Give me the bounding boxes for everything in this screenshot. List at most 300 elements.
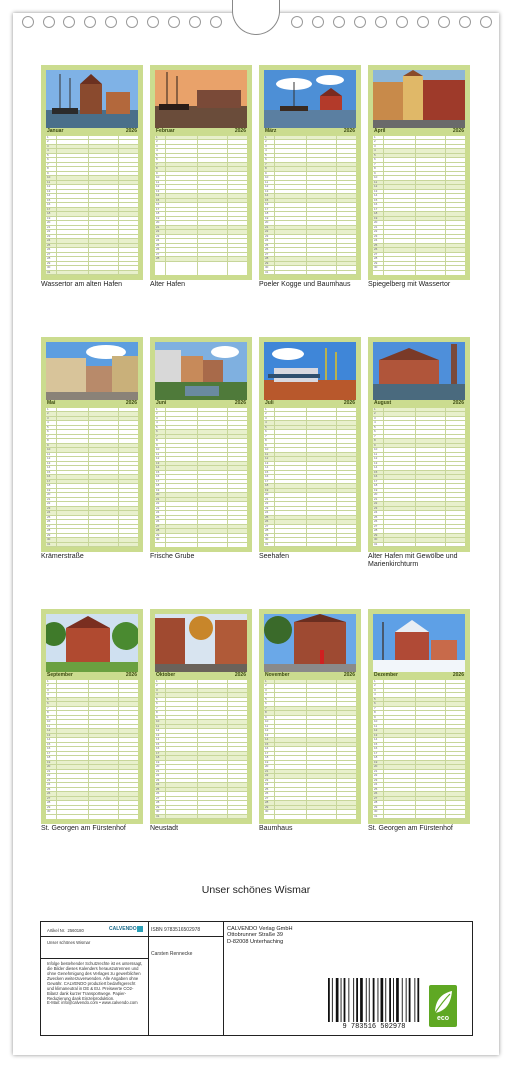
day-number: 2 <box>265 139 267 144</box>
day-number: 4 <box>265 148 267 153</box>
day-number: 21 <box>265 224 269 229</box>
day-number: 20 <box>47 764 51 769</box>
grid-column-line <box>274 680 275 819</box>
day-number: 22 <box>47 501 51 506</box>
publisher-city: D-82008 Unterhaching <box>227 938 284 945</box>
month-name: Februar <box>156 128 175 134</box>
day-number: 20 <box>265 764 269 769</box>
day-number: 4 <box>374 148 376 153</box>
day-number: 29 <box>374 260 378 265</box>
day-number: 11 <box>265 723 269 728</box>
day-number: 27 <box>265 795 269 800</box>
day-number: 17 <box>374 750 378 755</box>
month-name: August <box>374 400 392 406</box>
day-number: 2 <box>265 411 267 416</box>
day-number: 5 <box>265 424 267 429</box>
day-number: 26 <box>47 519 51 524</box>
day-number: 28 <box>374 800 378 805</box>
day-number: 25 <box>47 242 51 247</box>
day-number: 2 <box>47 139 49 144</box>
day-number: 10 <box>374 447 378 452</box>
day-number: 1 <box>265 135 267 139</box>
day-number: 5 <box>47 152 49 157</box>
day-number: 22 <box>265 773 269 778</box>
month-year: 2026 <box>125 128 137 134</box>
day-number: 19 <box>374 759 378 764</box>
day-number: 27 <box>47 523 51 528</box>
day-number: 23 <box>47 233 51 238</box>
day-number: 10 <box>374 175 378 180</box>
day-number: 25 <box>156 514 160 519</box>
month-year: 2026 <box>125 672 137 678</box>
binding-hole <box>333 16 345 28</box>
day-number: 24 <box>265 782 269 787</box>
day-number: 19 <box>47 487 51 492</box>
day-number: 19 <box>156 487 160 492</box>
day-number: 3 <box>47 143 49 148</box>
day-number: 24 <box>374 510 378 515</box>
month-photo <box>46 342 138 400</box>
day-number: 29 <box>156 532 160 537</box>
day-grid <box>155 680 247 819</box>
binding-hole <box>396 16 408 28</box>
day-number: 27 <box>265 523 269 528</box>
grid-column-line <box>274 136 275 275</box>
month-photo <box>373 70 465 128</box>
day-number: 28 <box>265 800 269 805</box>
day-number: 30 <box>374 809 378 814</box>
day-number: 27 <box>374 251 378 256</box>
day-number: 15 <box>156 469 160 474</box>
day-number: 19 <box>47 215 51 220</box>
grid-column-line <box>88 136 89 275</box>
day-number: 19 <box>374 215 378 220</box>
day-number: 18 <box>47 483 51 488</box>
binding-hole <box>480 16 492 28</box>
day-number: 30 <box>265 809 269 814</box>
day-number: 14 <box>265 193 269 198</box>
day-number: 25 <box>156 242 160 247</box>
day-number: 7 <box>47 433 49 438</box>
day-number: 14 <box>47 465 51 470</box>
grid-column-line <box>445 680 446 819</box>
month-photo <box>264 70 356 128</box>
day-number: 28 <box>374 528 378 533</box>
month-year: 2026 <box>234 400 246 406</box>
day-number: 27 <box>156 795 160 800</box>
day-number: 18 <box>265 755 269 760</box>
day-number: 18 <box>156 755 160 760</box>
binding-hole <box>417 16 429 28</box>
day-number: 1 <box>47 679 49 683</box>
day-number: 15 <box>265 741 269 746</box>
day-number: 6 <box>156 429 158 434</box>
day-number: 5 <box>156 424 158 429</box>
grid-column-line <box>165 680 166 819</box>
day-number: 7 <box>265 433 267 438</box>
grid-column-line <box>383 680 384 819</box>
day-number: 17 <box>47 750 51 755</box>
day-number: 17 <box>374 206 378 211</box>
month-year: 2026 <box>234 672 246 678</box>
day-number: 13 <box>47 460 51 465</box>
day-number: 20 <box>156 764 160 769</box>
day-number: 16 <box>265 474 269 479</box>
day-number: 18 <box>374 483 378 488</box>
day-number: 28 <box>47 800 51 805</box>
day-number: 3 <box>265 687 267 692</box>
grid-column-line <box>415 136 416 275</box>
day-number: 5 <box>374 152 376 157</box>
day-number: 29 <box>265 532 269 537</box>
month-page-9 <box>41 609 143 824</box>
month-page-2 <box>150 65 252 280</box>
day-number: 26 <box>47 247 51 252</box>
day-number: 25 <box>156 786 160 791</box>
month-year: 2026 <box>343 128 355 134</box>
day-number: 17 <box>265 478 269 483</box>
day-number: 4 <box>47 148 49 153</box>
day-number: 2 <box>47 683 49 688</box>
day-number: 12 <box>265 184 269 189</box>
month-photo <box>46 614 138 672</box>
day-number: 6 <box>265 157 267 162</box>
day-number: 22 <box>265 501 269 506</box>
day-number: 20 <box>374 764 378 769</box>
day-number: 19 <box>265 215 269 220</box>
month-photo <box>46 70 138 128</box>
month-page-7 <box>259 337 361 552</box>
isbn: ISBN 9783516502978 <box>151 927 201 933</box>
day-number: 10 <box>47 447 51 452</box>
day-number: 11 <box>374 723 378 728</box>
month-page-6 <box>150 337 252 552</box>
day-number: 4 <box>156 420 158 425</box>
day-number: 6 <box>374 429 376 434</box>
month-caption: Alter Hafen mit Gewölbe und Marienkirchturm <box>368 553 458 568</box>
day-number: 15 <box>265 469 269 474</box>
day-number: 27 <box>156 251 160 256</box>
day-number: 3 <box>47 415 49 420</box>
article-number: Artikel Nr. 2560180 <box>47 928 84 933</box>
day-number: 18 <box>47 211 51 216</box>
day-number: 10 <box>47 719 51 724</box>
day-number: 13 <box>47 732 51 737</box>
grid-column-line <box>56 680 57 819</box>
day-number: 8 <box>265 710 267 715</box>
month-page-1 <box>41 65 143 280</box>
day-number: 7 <box>47 161 49 166</box>
month-page-10 <box>150 609 252 824</box>
day-number: 9 <box>374 170 376 175</box>
day-number: 1 <box>374 407 376 411</box>
day-number: 13 <box>374 188 378 193</box>
day-number: 22 <box>374 773 378 778</box>
day-number: 7 <box>374 161 376 166</box>
day-number: 24 <box>156 510 160 515</box>
day-number: 4 <box>47 420 49 425</box>
month-photo <box>155 614 247 672</box>
day-number: 6 <box>47 157 49 162</box>
day-number: 17 <box>47 206 51 211</box>
publisher-street: Ottobrunner Straße 39 <box>227 932 283 939</box>
day-grid <box>46 680 138 819</box>
day-number: 15 <box>374 469 378 474</box>
day-number: 3 <box>156 415 158 420</box>
binding-hole <box>459 16 471 28</box>
day-number: 19 <box>374 487 378 492</box>
day-number: 17 <box>156 478 160 483</box>
binding-hole <box>291 16 303 28</box>
day-number: 5 <box>156 696 158 701</box>
day-number: 8 <box>265 438 267 443</box>
disclaimer-text: Infolge bestehender Schutzrechte ist es unterssagt, die Bilder dieses Kalenders herauszutrennen und ohne Genehmigung des Verlages zu gewerblichen Zwecken weiterzuverwenden. Alle Angaben ohne Gewähr. CALVENDO produziert bedarfsgerecht und klimaneutral in DE & EU. Preiswerte CO2-Bilanz dank kurzer Transportwege. Papier-Reduzierung dank Einzelproduktion. <box>47 961 143 1001</box>
day-number: 25 <box>374 242 378 247</box>
day-number: 22 <box>374 229 378 234</box>
day-row <box>46 810 138 814</box>
day-number: 9 <box>265 170 267 175</box>
day-number: 16 <box>47 746 51 751</box>
day-number: 30 <box>374 265 378 270</box>
day-number: 28 <box>156 800 160 805</box>
day-number: 17 <box>265 750 269 755</box>
day-number: 19 <box>47 759 51 764</box>
day-number: 17 <box>156 206 160 211</box>
day-number: 15 <box>156 741 160 746</box>
day-number: 12 <box>47 456 51 461</box>
month-header <box>46 128 138 135</box>
day-number: 15 <box>47 741 51 746</box>
day-number: 31 <box>47 541 51 546</box>
binding-hole <box>105 16 117 28</box>
day-number: 6 <box>47 429 49 434</box>
day-number: 17 <box>265 206 269 211</box>
day-number: 6 <box>374 157 376 162</box>
day-number: 16 <box>47 202 51 207</box>
day-number: 11 <box>47 451 51 456</box>
day-number: 28 <box>47 256 51 261</box>
day-number: 25 <box>265 242 269 247</box>
day-number: 5 <box>265 152 267 157</box>
day-row <box>264 810 356 814</box>
day-number: 29 <box>374 804 378 809</box>
imprint-box <box>40 921 473 1036</box>
day-number: 23 <box>265 505 269 510</box>
day-number: 15 <box>47 469 51 474</box>
day-number: 23 <box>156 505 160 510</box>
author: Carsten Rennecke <box>151 951 193 957</box>
day-number: 1 <box>47 135 49 139</box>
day-number: 26 <box>265 519 269 524</box>
day-number: 8 <box>374 710 376 715</box>
grid-column-line <box>88 408 89 547</box>
grid-column-line <box>197 680 198 819</box>
month-header <box>373 400 465 407</box>
day-number: 22 <box>156 229 160 234</box>
day-number: 14 <box>47 737 51 742</box>
day-number: 10 <box>47 175 51 180</box>
day-number: 22 <box>47 229 51 234</box>
day-number: 9 <box>156 714 158 719</box>
day-number: 9 <box>47 170 49 175</box>
month-year: 2026 <box>343 400 355 406</box>
grid-column-line <box>227 408 228 547</box>
month-name: April <box>374 128 386 134</box>
binding-hole <box>126 16 138 28</box>
day-number: 22 <box>374 501 378 506</box>
day-number: 20 <box>156 492 160 497</box>
contact-text: E-Mail: info@calvendo.com • www.calvendo.com <box>47 1000 138 1005</box>
month-name: Oktober <box>156 672 176 678</box>
month-page-12 <box>368 609 470 824</box>
grid-column-line <box>56 408 57 547</box>
month-header <box>46 672 138 679</box>
day-number: 29 <box>156 804 160 809</box>
day-number: 23 <box>156 777 160 782</box>
grid-column-line <box>415 408 416 547</box>
day-number: 21 <box>265 496 269 501</box>
day-number: 21 <box>374 224 378 229</box>
day-number: 23 <box>374 777 378 782</box>
day-number: 17 <box>47 478 51 483</box>
month-caption: Seehafen <box>259 553 289 560</box>
day-number: 7 <box>156 161 158 166</box>
month-caption: Krämerstraße <box>41 553 84 560</box>
month-name: Dezember <box>374 672 398 678</box>
day-number: 20 <box>265 220 269 225</box>
day-number: 12 <box>47 728 51 733</box>
publisher-address <box>227 926 293 945</box>
day-number: 19 <box>156 759 160 764</box>
month-header <box>46 400 138 407</box>
day-number: 1 <box>374 679 376 683</box>
month-caption: Wassertor am alten Hafen <box>41 281 123 288</box>
day-number: 23 <box>47 505 51 510</box>
day-number: 3 <box>265 143 267 148</box>
day-number: 24 <box>374 782 378 787</box>
binding-hole <box>210 16 222 28</box>
day-number: 3 <box>156 687 158 692</box>
day-grid <box>46 408 138 547</box>
day-number: 25 <box>374 514 378 519</box>
day-number: 20 <box>47 492 51 497</box>
day-number: 8 <box>47 710 49 715</box>
day-grid <box>264 680 356 819</box>
day-number: 4 <box>374 420 376 425</box>
day-number: 16 <box>156 746 160 751</box>
day-number: 25 <box>265 514 269 519</box>
month-header <box>264 672 356 679</box>
month-caption: Alter Hafen <box>150 281 186 288</box>
grid-column-line <box>336 680 337 819</box>
grid-column-line <box>165 408 166 547</box>
day-number: 11 <box>156 179 160 184</box>
day-number: 29 <box>47 532 51 537</box>
day-number: 14 <box>374 465 378 470</box>
day-number: 22 <box>47 773 51 778</box>
grid-column-line <box>197 408 198 547</box>
grid-column-line <box>118 680 119 819</box>
day-number: 30 <box>374 537 378 542</box>
day-number: 24 <box>265 510 269 515</box>
month-header <box>373 672 465 679</box>
month-year: 2026 <box>234 128 246 134</box>
month-page-8 <box>368 337 470 552</box>
day-number: 5 <box>47 424 49 429</box>
day-number: 12 <box>374 728 378 733</box>
day-number: 26 <box>156 247 160 252</box>
day-grid <box>373 680 465 819</box>
day-number: 26 <box>374 791 378 796</box>
day-grid <box>46 136 138 275</box>
day-number: 10 <box>156 175 160 180</box>
day-number: 9 <box>374 714 376 719</box>
day-number: 11 <box>47 179 51 184</box>
day-number: 21 <box>47 496 51 501</box>
day-row <box>264 271 356 275</box>
day-number: 23 <box>265 233 269 238</box>
day-number: 22 <box>156 501 160 506</box>
day-number: 18 <box>156 483 160 488</box>
day-number: 4 <box>265 420 267 425</box>
day-number: 14 <box>156 465 160 470</box>
day-number: 11 <box>265 179 269 184</box>
day-number: 4 <box>156 692 158 697</box>
day-number: 4 <box>265 692 267 697</box>
day-number: 9 <box>265 714 267 719</box>
day-number: 29 <box>374 532 378 537</box>
day-number: 16 <box>47 474 51 479</box>
month-photo <box>264 614 356 672</box>
day-number: 7 <box>374 433 376 438</box>
day-number: 18 <box>374 755 378 760</box>
binding-hole <box>312 16 324 28</box>
day-row <box>46 271 138 275</box>
day-row <box>155 538 247 542</box>
month-year: 2026 <box>343 672 355 678</box>
day-number: 10 <box>265 175 269 180</box>
imprint-middle-column <box>148 922 224 1035</box>
day-number: 2 <box>156 411 158 416</box>
day-number: 21 <box>47 768 51 773</box>
day-row <box>373 815 465 819</box>
day-number: 10 <box>156 719 160 724</box>
day-number: 23 <box>265 777 269 782</box>
day-number: 18 <box>47 755 51 760</box>
barcode-number: 9 783516 502978 <box>342 1023 406 1031</box>
day-number: 9 <box>156 170 158 175</box>
binding-hole <box>438 16 450 28</box>
day-number: 6 <box>374 701 376 706</box>
month-name: Januar <box>47 128 64 134</box>
barcode <box>326 978 422 1022</box>
day-number: 19 <box>265 487 269 492</box>
day-number: 25 <box>374 786 378 791</box>
day-number: 3 <box>374 415 376 420</box>
day-number: 9 <box>374 442 376 447</box>
day-number: 30 <box>156 809 160 814</box>
day-number: 27 <box>374 795 378 800</box>
day-row <box>155 815 247 819</box>
day-number: 21 <box>374 496 378 501</box>
day-number: 24 <box>265 238 269 243</box>
day-number: 17 <box>374 478 378 483</box>
month-name: November <box>265 672 290 678</box>
day-number: 1 <box>47 407 49 411</box>
day-number: 3 <box>156 143 158 148</box>
day-number: 23 <box>156 233 160 238</box>
month-caption: Baumhaus <box>259 825 293 832</box>
